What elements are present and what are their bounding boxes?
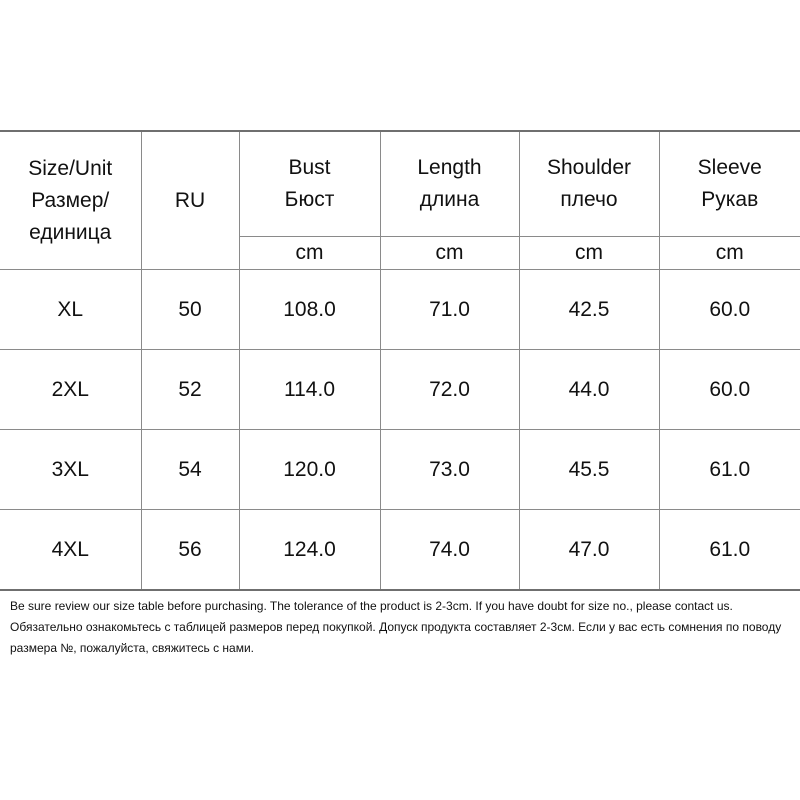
header-shoulder: [519, 131, 659, 237]
table-row: [0, 270, 800, 350]
header-bust-ru: Бюст: [284, 188, 335, 211]
header-sleeve-en: Sleeve: [697, 156, 762, 179]
cell-size: 2XL: [0, 350, 141, 430]
header-row: [0, 131, 800, 237]
header-shoulder-en: Shoulder: [546, 156, 632, 179]
cell-ru: 50: [141, 270, 239, 350]
table-row: [0, 510, 800, 591]
header-size-unit-line-1: Size/Unit: [28, 156, 113, 180]
cell-length: 74.0: [380, 510, 519, 591]
header-bust-en: Bust: [288, 156, 331, 179]
cell-size: 3XL: [0, 430, 141, 510]
cell-length: 71.0: [380, 270, 519, 350]
header-length: [380, 131, 519, 237]
cell-bust: 108.0: [239, 270, 380, 350]
header-ru-label: RU: [174, 188, 206, 212]
header-sleeve: [659, 131, 800, 237]
cell-length: 73.0: [380, 430, 519, 510]
cell-ru: 56: [141, 510, 239, 591]
header-size-unit: [0, 131, 141, 270]
note-russian-line-1: Обязательно ознакомьтесь с таблицей размеров перед покупкой. Допуск продукта составляет 2-3см. Если у вас есть сомнения по поводу: [10, 620, 782, 634]
cell-length: 72.0: [380, 350, 519, 430]
size-chart-table: [0, 130, 800, 591]
cell-shoulder: 42.5: [519, 270, 659, 350]
header-bust: [239, 131, 380, 237]
cell-sleeve: 60.0: [659, 350, 800, 430]
header-sleeve-ru: Рукав: [701, 188, 759, 211]
cell-size: XL: [0, 270, 141, 350]
cell-ru: 54: [141, 430, 239, 510]
cell-ru: 52: [141, 350, 239, 430]
header-length-ru: длина: [419, 188, 480, 211]
header-size-unit-line-3: единица: [29, 220, 112, 244]
header-length-en: Length: [417, 156, 482, 179]
unit-shoulder: cm: [519, 237, 659, 270]
size-notes: [10, 596, 795, 659]
header-ru: [141, 131, 239, 270]
cell-sleeve: 60.0: [659, 270, 800, 350]
note-russian-line-2: размера №, пожалуйста, свяжитесь с нами.: [10, 641, 255, 655]
cell-bust: 114.0: [239, 350, 380, 430]
cell-sleeve: 61.0: [659, 430, 800, 510]
cell-size: 4XL: [0, 510, 141, 591]
cell-sleeve: 61.0: [659, 510, 800, 591]
unit-length: cm: [380, 237, 519, 270]
unit-bust: cm: [239, 237, 380, 270]
header-size-unit-line-2: Размер/: [31, 188, 110, 212]
note-english: Be sure review our size table before purchasing. The tolerance of the product is 2-3cm. If you have doubt for size no., please contact us.: [10, 599, 733, 613]
table-row: [0, 430, 800, 510]
cell-bust: 124.0: [239, 510, 380, 591]
cell-shoulder: 44.0: [519, 350, 659, 430]
table-row: [0, 350, 800, 430]
cell-shoulder: 47.0: [519, 510, 659, 591]
header-shoulder-ru: плечо: [560, 188, 618, 211]
cell-bust: 120.0: [239, 430, 380, 510]
unit-sleeve: cm: [659, 237, 800, 270]
cell-shoulder: 45.5: [519, 430, 659, 510]
